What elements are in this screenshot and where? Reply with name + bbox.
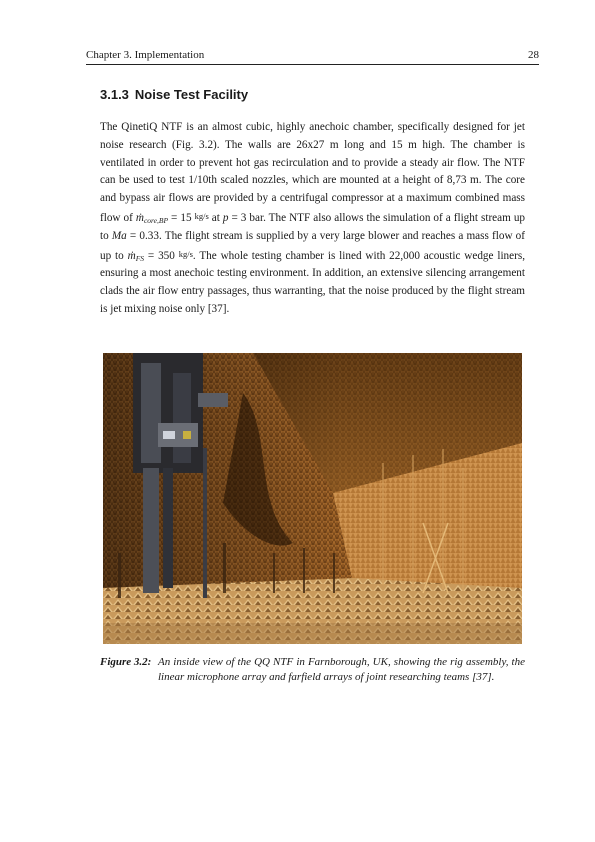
mass-flow-core-unit: kg/s [194, 210, 209, 221]
mass-flow-fs-subscript: FS [135, 253, 145, 263]
section-title: Noise Test Facility [134, 87, 249, 102]
mass-flow-core-value: = 15 [168, 211, 195, 224]
section-number: 3.1.3 [100, 87, 129, 102]
chamber-photo [103, 353, 522, 644]
mass-flow-core-subscript: core,BP [143, 215, 169, 225]
mass-flow-fs-unit: kg/s [178, 248, 193, 259]
section-heading [100, 87, 248, 103]
figure-caption [100, 655, 525, 685]
paragraph-text-1: The QinetiQ NTF is an almost cubic, highly anechoic chamber, specifically designed for jet noise research (Fig. 3.2). The walls are 26x27 m long and 15 m high. The chamber is ventilated in order to prevent hot gas recirculation and to provide a steady air flow. The NTF can be used to test 1/10th scaled nozzles, which are mounted at a height of 8,73 m. The core and bypass air flows are provided by a centrifugal compressor at a maximum combined mass flow of [100, 121, 525, 224]
mach-value: = 0.33. The flight stream is supplied by a very large blower and reaches a mass flow of up to [100, 229, 525, 262]
figure-label: Figure 3.2: [100, 656, 152, 668]
paragraph-text-3: . The whole testing chamber is lined with 22,000 acoustic wedge liners, ensuring a most anechoic testing environment. In addition, an extensive silencing arrangement clads the air flow entry passages, thus warranting, that the noise produced by the flight stream is jet mixing noise only [37]. [100, 249, 525, 315]
mach-symbol: Ma [111, 229, 127, 242]
pressure-value: = 3 bar. The NTF also allows the simulation of a flight stream up to [100, 211, 526, 242]
body-paragraph [100, 119, 525, 319]
chamber-photo-illustration [103, 353, 522, 644]
mass-flow-symbol: ṁ$_{core,BP}$ [135, 211, 169, 225]
mass-flow-fs-symbol: ṁ$_{FS}$ [127, 249, 145, 263]
mass-flow-fs-value: = 350 [144, 249, 179, 262]
paragraph-text-2: at [208, 211, 223, 224]
figure-caption-text: An inside view of the QQ NTF in Farnborough, UK, showing the rig assembly, the linear microphone array and farfield arrays of joint researching teams [37]. [158, 656, 525, 683]
page-number: 28 [528, 49, 539, 61]
chapter-title: Chapter 3. Implementation [86, 49, 205, 61]
pressure-symbol: p [222, 211, 229, 224]
header-rule [86, 64, 539, 65]
